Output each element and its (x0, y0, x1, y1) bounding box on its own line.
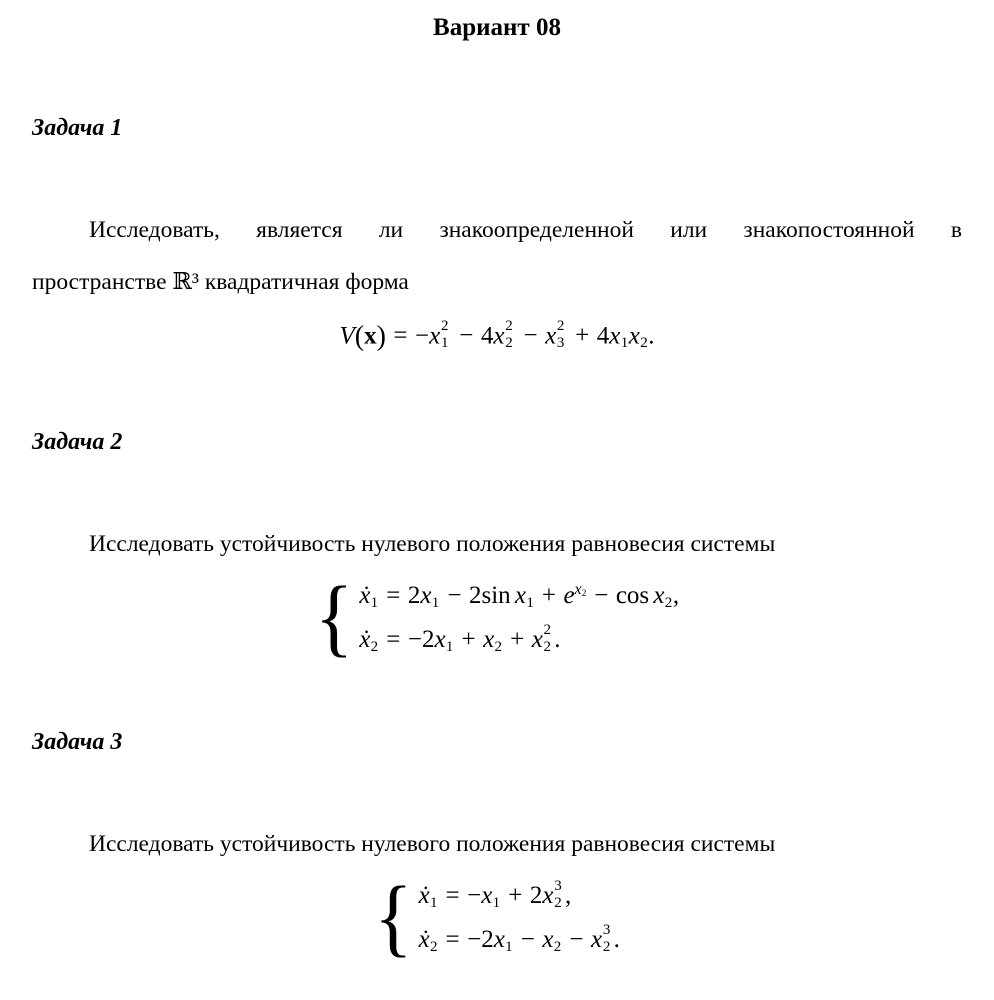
math-token: − (415, 322, 430, 350)
task-3-system-equations (419, 879, 620, 957)
task-2-formula-row (32, 570, 962, 666)
math-subsup (440, 319, 452, 351)
document-title: Вариант 08 (433, 14, 561, 41)
math-token: 1 (526, 594, 534, 611)
math-subsup (556, 319, 568, 351)
math-token: x (542, 882, 554, 909)
task-2-intro-line-1: Исследовать устойчивость нулевого положения равновесия системы (89, 531, 776, 557)
math-token: , (564, 882, 572, 909)
math-token: − (569, 926, 584, 953)
math-subsup (553, 879, 565, 911)
math-token: 4 (480, 322, 494, 350)
task-2-section (32, 426, 962, 666)
math-token: 1 (370, 594, 379, 611)
task-2-intro (32, 518, 962, 570)
math-token: x (545, 322, 557, 350)
math-token: 2 (581, 589, 587, 600)
system-left-brace: { (314, 570, 354, 666)
math-token: x (434, 626, 446, 653)
math-token: 1 (505, 938, 513, 955)
task-1-intro-line-2: пространстве ℝ³ квадратичная форма (32, 269, 409, 295)
math-token: = (445, 882, 460, 909)
math-token: = (386, 582, 401, 609)
math-token: ẋ (359, 626, 371, 653)
math-superscript: 2 (440, 318, 449, 335)
math-token: − (407, 626, 422, 653)
task-3-formula-row (32, 870, 962, 966)
math-token: ẋ (418, 882, 430, 909)
math-token: + (541, 582, 557, 609)
math-token: V (339, 322, 355, 350)
math-token: x (493, 926, 505, 953)
math-subscript: 2 (505, 335, 513, 352)
math-token: . (613, 926, 620, 953)
task-3-intro-line-1: Исследовать устойчивость нулевого положения равновесия системы (89, 831, 776, 857)
math-token: 1 (445, 638, 454, 655)
math-token: , (672, 582, 680, 609)
quadratic-form-equation (339, 316, 654, 358)
math-superscript-group (575, 581, 587, 598)
task-3-equation-2 (419, 923, 620, 957)
math-subsup (543, 623, 555, 655)
math-token: x (364, 322, 377, 350)
math-token: − (447, 582, 462, 609)
math-token: − (467, 926, 482, 953)
task-2-equation-2 (359, 623, 560, 657)
math-subsup (602, 923, 614, 955)
system-left-brace: { (374, 870, 413, 966)
task-2-heading: Задача 2 (32, 429, 123, 455)
task-1-intro (32, 204, 962, 308)
math-token: = (386, 626, 401, 653)
math-superscript: 3 (602, 922, 611, 938)
math-token: − (467, 882, 482, 909)
math-token: e (563, 582, 575, 609)
math-token: 2 (429, 938, 438, 955)
math-superscript: 3 (554, 878, 562, 894)
math-token: − (594, 582, 609, 609)
task-1-formula-row (32, 316, 962, 358)
task-2-system (314, 570, 680, 666)
math-token: 2 (481, 926, 494, 953)
math-token: = (445, 926, 460, 953)
math-token: cos (615, 582, 650, 609)
math-subscript: 2 (602, 939, 611, 955)
math-token: − (459, 322, 474, 350)
math-token: ẋ (418, 926, 430, 953)
math-token: ( (354, 321, 365, 352)
math-superscript: 2 (505, 318, 513, 335)
math-token: 2 (407, 582, 421, 609)
math-token: x (531, 626, 543, 653)
task-1-section (32, 112, 962, 358)
math-token: x (542, 926, 554, 953)
math-token: x (628, 322, 640, 350)
math-token: = (393, 322, 408, 350)
math-subscript: 3 (556, 335, 565, 352)
math-subscript: 2 (543, 639, 552, 655)
task-3-heading: Задача 3 (32, 729, 123, 755)
math-token: 2 (494, 638, 502, 655)
math-token: 2 (529, 882, 543, 909)
math-token: ) (376, 321, 386, 352)
math-token: 2 (468, 582, 482, 609)
task-1-intro-line-1: Исследовать, является ли знакоопределенной или знакопостоянной в (89, 217, 962, 243)
math-subscript: 1 (440, 335, 449, 352)
math-token: 1 (492, 894, 501, 911)
math-token: 2 (664, 594, 673, 611)
math-superscript: 2 (543, 622, 552, 638)
math-token: x (483, 626, 495, 653)
math-token: x (653, 582, 665, 609)
math-token: . (648, 322, 655, 350)
math-token: 2 (370, 638, 379, 655)
math-token: x (514, 582, 527, 609)
math-token: 1 (429, 894, 438, 911)
task-3-intro (32, 818, 962, 870)
math-superscript: 2 (556, 318, 565, 335)
task-3-system (374, 870, 620, 966)
math-token: x (609, 322, 621, 350)
math-token: x (590, 926, 603, 953)
math-token: ẋ (359, 582, 371, 609)
math-token: 1 (620, 335, 629, 352)
task-2-system-equations (359, 579, 679, 657)
math-token: x (481, 882, 493, 909)
task-2-equation-1 (359, 579, 679, 613)
math-token: . (554, 626, 561, 653)
math-token: x (574, 581, 582, 599)
math-token: + (508, 882, 523, 909)
math-token: + (461, 626, 476, 653)
math-token: x (420, 582, 432, 609)
math-token: − (520, 926, 535, 953)
task-1-heading: Задача 1 (32, 115, 123, 141)
math-token: + (510, 626, 525, 653)
math-token: x (429, 322, 441, 350)
math-subsup (504, 319, 516, 351)
math-token: sin (481, 582, 511, 609)
math-token: 2 (640, 335, 648, 352)
task-3-section (32, 726, 962, 966)
task-3-equation-1 (419, 879, 572, 913)
math-token: 4 (596, 322, 610, 350)
math-subscript: 2 (554, 895, 562, 911)
math-token: 1 (431, 594, 440, 611)
math-token: − (523, 322, 538, 350)
math-token: 2 (553, 938, 562, 955)
math-token: + (575, 322, 590, 350)
math-token: x (493, 322, 505, 350)
math-token: 2 (421, 626, 435, 653)
